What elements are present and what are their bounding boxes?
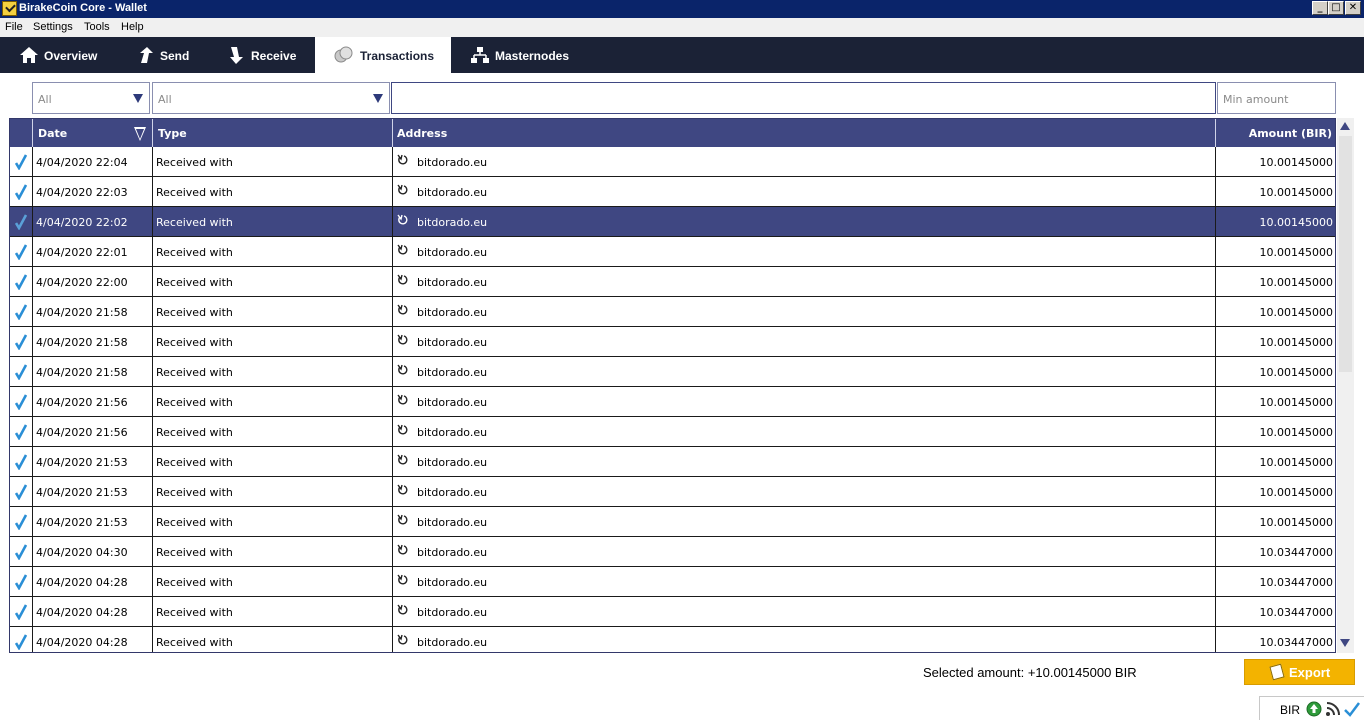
date-text: 4/04/2020 04:28	[36, 606, 128, 619]
type-cell	[153, 327, 393, 356]
status-cell	[10, 147, 33, 176]
date-cell	[33, 567, 153, 596]
received-arrow-icon	[397, 604, 409, 616]
address-cell	[393, 237, 1216, 266]
status-bar	[1259, 696, 1364, 720]
tab-label: Transactions	[360, 49, 435, 63]
type-text: Received with	[156, 366, 233, 379]
confirmed-check-icon	[15, 424, 27, 440]
amount-cell	[1216, 507, 1336, 536]
table-row[interactable]	[10, 477, 1336, 507]
address-text: bitdorado.eu	[417, 486, 488, 499]
date-text: 4/04/2020 04:28	[36, 576, 128, 589]
status-cell	[10, 627, 33, 653]
amount-cell	[1216, 327, 1336, 356]
vertical-scrollbar[interactable]	[1337, 118, 1354, 653]
address-text: bitdorado.eu	[417, 456, 488, 469]
amount-text: 10.03447000	[1259, 546, 1333, 559]
table-row[interactable]	[10, 567, 1336, 597]
address-cell	[393, 177, 1216, 206]
address-cell	[393, 447, 1216, 476]
type-text: Received with	[156, 336, 233, 349]
receive-arrow-icon	[225, 45, 245, 65]
address-text: bitdorado.eu	[417, 396, 488, 409]
status-cell	[10, 267, 33, 296]
amount-cell	[1216, 477, 1336, 506]
menu-help[interactable]: Help	[121, 21, 144, 33]
type-text: Received with	[156, 396, 233, 409]
confirmed-check-icon	[15, 274, 27, 290]
type-cell	[153, 597, 393, 626]
type-cell	[153, 507, 393, 536]
status-cell	[10, 207, 33, 236]
date-cell	[33, 597, 153, 626]
type-text: Received with	[156, 516, 233, 529]
confirmed-check-icon	[15, 544, 27, 560]
address-search-input[interactable]	[391, 82, 1216, 114]
amount-text: 10.00145000	[1259, 366, 1333, 379]
table-row[interactable]	[10, 537, 1336, 567]
date-text: 4/04/2020 22:03	[36, 186, 128, 199]
scroll-up-icon[interactable]	[1340, 122, 1350, 130]
address-cell	[393, 627, 1216, 653]
address-cell	[393, 477, 1216, 506]
address-cell	[393, 387, 1216, 416]
send-arrow-icon	[135, 45, 155, 65]
received-arrow-icon	[397, 424, 409, 436]
amount-cell	[1216, 177, 1336, 206]
type-cell	[153, 417, 393, 446]
menu-settings[interactable]: Settings	[33, 21, 73, 33]
type-text: Received with	[156, 456, 233, 469]
export-button-label: Export	[1289, 665, 1331, 680]
address-text: bitdorado.eu	[417, 186, 488, 199]
table-row[interactable]	[10, 387, 1336, 417]
selected-amount-value: +10.00145000 BIR	[1027, 665, 1137, 680]
table-body	[10, 147, 1336, 653]
status-cell	[10, 507, 33, 536]
status-cell	[10, 567, 33, 596]
confirmed-check-icon	[15, 394, 27, 410]
table-row[interactable]	[10, 147, 1336, 177]
address-cell	[393, 267, 1216, 296]
menu-file[interactable]: File	[5, 21, 23, 33]
date-cell	[33, 417, 153, 446]
min-amount-placeholder: Min amount	[1223, 93, 1289, 106]
confirmed-check-icon	[15, 244, 27, 260]
amount-cell	[1216, 537, 1336, 566]
confirmed-check-icon	[15, 184, 27, 200]
type-text: Received with	[156, 306, 233, 319]
address-cell	[393, 297, 1216, 326]
type-cell	[153, 207, 393, 236]
address-text: bitdorado.eu	[417, 426, 488, 439]
date-cell	[33, 447, 153, 476]
table-row[interactable]	[10, 447, 1336, 477]
address-text: bitdorado.eu	[417, 216, 488, 229]
date-text: 4/04/2020 21:53	[36, 456, 128, 469]
address-cell	[393, 147, 1216, 176]
address-text: bitdorado.eu	[417, 246, 488, 259]
date-cell	[33, 537, 153, 566]
date-text: 4/04/2020 21:58	[36, 306, 128, 319]
type-cell	[153, 357, 393, 386]
table-row[interactable]	[10, 207, 1336, 237]
amount-text: 10.00145000	[1259, 186, 1333, 199]
amount-text: 10.03447000	[1259, 606, 1333, 619]
date-cell	[33, 387, 153, 416]
amount-cell	[1216, 237, 1336, 266]
header-amount-label: Amount (BIR)	[1248, 127, 1332, 140]
amount-cell	[1216, 267, 1336, 296]
tab-masternodes[interactable]	[458, 37, 578, 73]
address-cell	[393, 567, 1216, 596]
table-row[interactable]	[10, 597, 1336, 627]
amount-text: 10.00145000	[1259, 216, 1333, 229]
address-text: bitdorado.eu	[417, 576, 488, 589]
type-cell	[153, 297, 393, 326]
address-text: bitdorado.eu	[417, 276, 488, 289]
window-title: BirakeCoin Core - Wallet	[19, 2, 147, 14]
amount-text: 10.00145000	[1259, 156, 1333, 169]
date-cell	[33, 627, 153, 653]
checkmark-icon	[1344, 701, 1360, 717]
confirmed-check-icon	[15, 454, 27, 470]
date-cell	[33, 357, 153, 386]
status-cell	[10, 327, 33, 356]
received-arrow-icon	[397, 184, 409, 196]
network-icon	[470, 45, 490, 65]
amount-cell	[1216, 567, 1336, 596]
received-arrow-icon	[397, 394, 409, 406]
date-text: 4/04/2020 21:58	[36, 366, 128, 379]
received-arrow-icon	[397, 454, 409, 466]
received-arrow-icon	[397, 634, 409, 646]
confirmed-check-icon	[15, 484, 27, 500]
scroll-down-icon[interactable]	[1340, 639, 1350, 647]
address-cell	[393, 597, 1216, 626]
date-filter-select[interactable]	[32, 82, 150, 114]
tab-label: Send	[160, 49, 190, 63]
status-cell	[10, 447, 33, 476]
scroll-thumb[interactable]	[1339, 136, 1352, 372]
header-address[interactable]	[393, 119, 1216, 147]
received-arrow-icon	[397, 574, 409, 586]
status-cell	[10, 357, 33, 386]
date-filter-value: All	[38, 93, 52, 106]
table-row[interactable]	[10, 177, 1336, 207]
header-type[interactable]	[153, 119, 393, 147]
header-date-label: Date	[38, 127, 68, 140]
address-text: bitdorado.eu	[417, 606, 488, 619]
amount-cell	[1216, 207, 1336, 236]
table-row[interactable]	[10, 507, 1336, 537]
type-text: Received with	[156, 276, 233, 289]
amount-cell	[1216, 627, 1336, 653]
received-arrow-icon	[397, 334, 409, 346]
network-signal-icon	[1325, 701, 1341, 717]
confirmed-check-icon	[15, 154, 27, 170]
received-arrow-icon	[397, 544, 409, 556]
sync-ok-icon	[1306, 701, 1322, 717]
amount-text: 10.03447000	[1259, 636, 1333, 649]
type-filter-value: All	[158, 93, 172, 106]
amount-text: 10.00145000	[1259, 396, 1333, 409]
amount-text: 10.00145000	[1259, 336, 1333, 349]
menu-bar	[0, 18, 1364, 37]
chevron-down-icon	[373, 94, 383, 103]
table-row[interactable]	[10, 357, 1336, 387]
main-tab-bar	[0, 37, 1364, 73]
address-cell	[393, 507, 1216, 536]
amount-cell	[1216, 417, 1336, 446]
table-row[interactable]	[10, 237, 1336, 267]
type-cell	[153, 627, 393, 653]
tab-label: Overview	[44, 49, 98, 63]
date-text: 4/04/2020 22:00	[36, 276, 128, 289]
date-text: 4/04/2020 21:56	[36, 396, 128, 409]
maximize-button[interactable]: □	[1328, 1, 1344, 15]
app-logo-icon	[2, 1, 17, 16]
received-arrow-icon	[397, 214, 409, 226]
type-text: Received with	[156, 636, 233, 649]
amount-cell	[1216, 147, 1336, 176]
table-row[interactable]	[10, 627, 1336, 653]
amount-cell	[1216, 447, 1336, 476]
table-header	[10, 119, 1336, 147]
status-cell	[10, 477, 33, 506]
sort-descending-icon	[134, 127, 146, 141]
tab-label: Receive	[251, 49, 297, 63]
type-text: Received with	[156, 546, 233, 559]
header-date[interactable]	[33, 119, 153, 147]
type-cell	[153, 567, 393, 596]
header-address-label: Address	[397, 127, 448, 140]
date-cell	[33, 477, 153, 506]
amount-text: 10.03447000	[1259, 576, 1333, 589]
confirmed-check-icon	[15, 304, 27, 320]
confirmed-check-icon	[15, 214, 27, 230]
amount-cell	[1216, 297, 1336, 326]
status-cell	[10, 387, 33, 416]
date-cell	[33, 207, 153, 236]
type-text: Received with	[156, 606, 233, 619]
type-cell	[153, 267, 393, 296]
date-cell	[33, 267, 153, 296]
header-status[interactable]	[10, 119, 33, 147]
tab-transactions[interactable]	[315, 37, 451, 73]
amount-text: 10.00145000	[1259, 516, 1333, 529]
status-cell	[10, 537, 33, 566]
type-cell	[153, 177, 393, 206]
date-cell	[33, 507, 153, 536]
type-text: Received with	[156, 576, 233, 589]
date-text: 4/04/2020 21:58	[36, 336, 128, 349]
address-cell	[393, 537, 1216, 566]
date-text: 4/04/2020 04:28	[36, 636, 128, 649]
date-text: 4/04/2020 04:30	[36, 546, 128, 559]
type-text: Received with	[156, 186, 233, 199]
address-text: bitdorado.eu	[417, 306, 488, 319]
date-text: 4/04/2020 21:53	[36, 486, 128, 499]
address-cell	[393, 207, 1216, 236]
address-text: bitdorado.eu	[417, 336, 488, 349]
received-arrow-icon	[397, 154, 409, 166]
menu-tools[interactable]: Tools	[84, 21, 110, 33]
confirmed-check-icon	[15, 334, 27, 350]
confirmed-check-icon	[15, 634, 27, 650]
date-cell	[33, 147, 153, 176]
confirmed-check-icon	[15, 604, 27, 620]
type-text: Received with	[156, 486, 233, 499]
selected-amount-label: Selected amount:	[923, 665, 1025, 680]
address-text: bitdorado.eu	[417, 636, 488, 649]
type-cell	[153, 477, 393, 506]
received-arrow-icon	[397, 484, 409, 496]
received-arrow-icon	[397, 514, 409, 526]
address-cell	[393, 357, 1216, 386]
date-cell	[33, 297, 153, 326]
amount-text: 10.00145000	[1259, 246, 1333, 259]
type-filter-select[interactable]	[152, 82, 390, 114]
export-document-icon	[1269, 664, 1284, 681]
display-unit-label[interactable]: BIR	[1280, 703, 1301, 717]
address-cell	[393, 417, 1216, 446]
min-amount-input[interactable]	[1217, 82, 1336, 114]
type-text: Received with	[156, 246, 233, 259]
type-cell	[153, 387, 393, 416]
status-cell	[10, 237, 33, 266]
confirmed-check-icon	[15, 574, 27, 590]
transactions-icon	[333, 45, 353, 65]
status-cell	[10, 597, 33, 626]
type-text: Received with	[156, 216, 233, 229]
tab-send[interactable]	[122, 37, 212, 73]
amount-cell	[1216, 357, 1336, 386]
type-cell	[153, 147, 393, 176]
received-arrow-icon	[397, 244, 409, 256]
received-arrow-icon	[397, 364, 409, 376]
table-row[interactable]	[10, 417, 1336, 447]
received-arrow-icon	[397, 274, 409, 286]
received-arrow-icon	[397, 304, 409, 316]
address-cell	[393, 327, 1216, 356]
date-text: 4/04/2020 21:56	[36, 426, 128, 439]
confirmed-check-icon	[15, 364, 27, 380]
address-text: bitdorado.eu	[417, 516, 488, 529]
date-cell	[33, 237, 153, 266]
minimize-button[interactable]: _	[1312, 1, 1328, 15]
amount-text: 10.00145000	[1259, 276, 1333, 289]
amount-text: 10.00145000	[1259, 426, 1333, 439]
header-amount[interactable]	[1216, 119, 1336, 147]
transactions-table	[9, 118, 1336, 653]
status-cell	[10, 177, 33, 206]
amount-text: 10.00145000	[1259, 456, 1333, 469]
tab-receive[interactable]	[222, 37, 312, 73]
date-text: 4/04/2020 22:04	[36, 156, 128, 169]
date-text: 4/04/2020 22:01	[36, 246, 128, 259]
tab-overview[interactable]	[0, 37, 115, 73]
header-type-label: Type	[158, 127, 187, 140]
type-cell	[153, 237, 393, 266]
status-cell	[10, 297, 33, 326]
chevron-down-icon	[133, 94, 143, 103]
export-button[interactable]	[1244, 659, 1355, 685]
table-row[interactable]	[10, 267, 1336, 297]
amount-text: 10.00145000	[1259, 486, 1333, 499]
type-cell	[153, 447, 393, 476]
address-text: bitdorado.eu	[417, 546, 488, 559]
date-cell	[33, 177, 153, 206]
type-text: Received with	[156, 156, 233, 169]
date-text: 4/04/2020 21:53	[36, 516, 128, 529]
amount-cell	[1216, 597, 1336, 626]
confirmed-check-icon	[15, 514, 27, 530]
status-cell	[10, 417, 33, 446]
selected-amount	[923, 665, 1137, 680]
amount-text: 10.00145000	[1259, 306, 1333, 319]
amount-cell	[1216, 387, 1336, 416]
table-row[interactable]	[10, 327, 1336, 357]
tab-label: Masternodes	[495, 49, 570, 63]
date-text: 4/04/2020 22:02	[36, 216, 128, 229]
type-cell	[153, 537, 393, 566]
close-button[interactable]: ✕	[1345, 1, 1361, 15]
home-icon	[19, 45, 39, 65]
table-row[interactable]	[10, 297, 1336, 327]
address-text: bitdorado.eu	[417, 156, 488, 169]
title-bar	[0, 0, 1364, 18]
type-text: Received with	[156, 426, 233, 439]
address-text: bitdorado.eu	[417, 366, 488, 379]
date-cell	[33, 327, 153, 356]
